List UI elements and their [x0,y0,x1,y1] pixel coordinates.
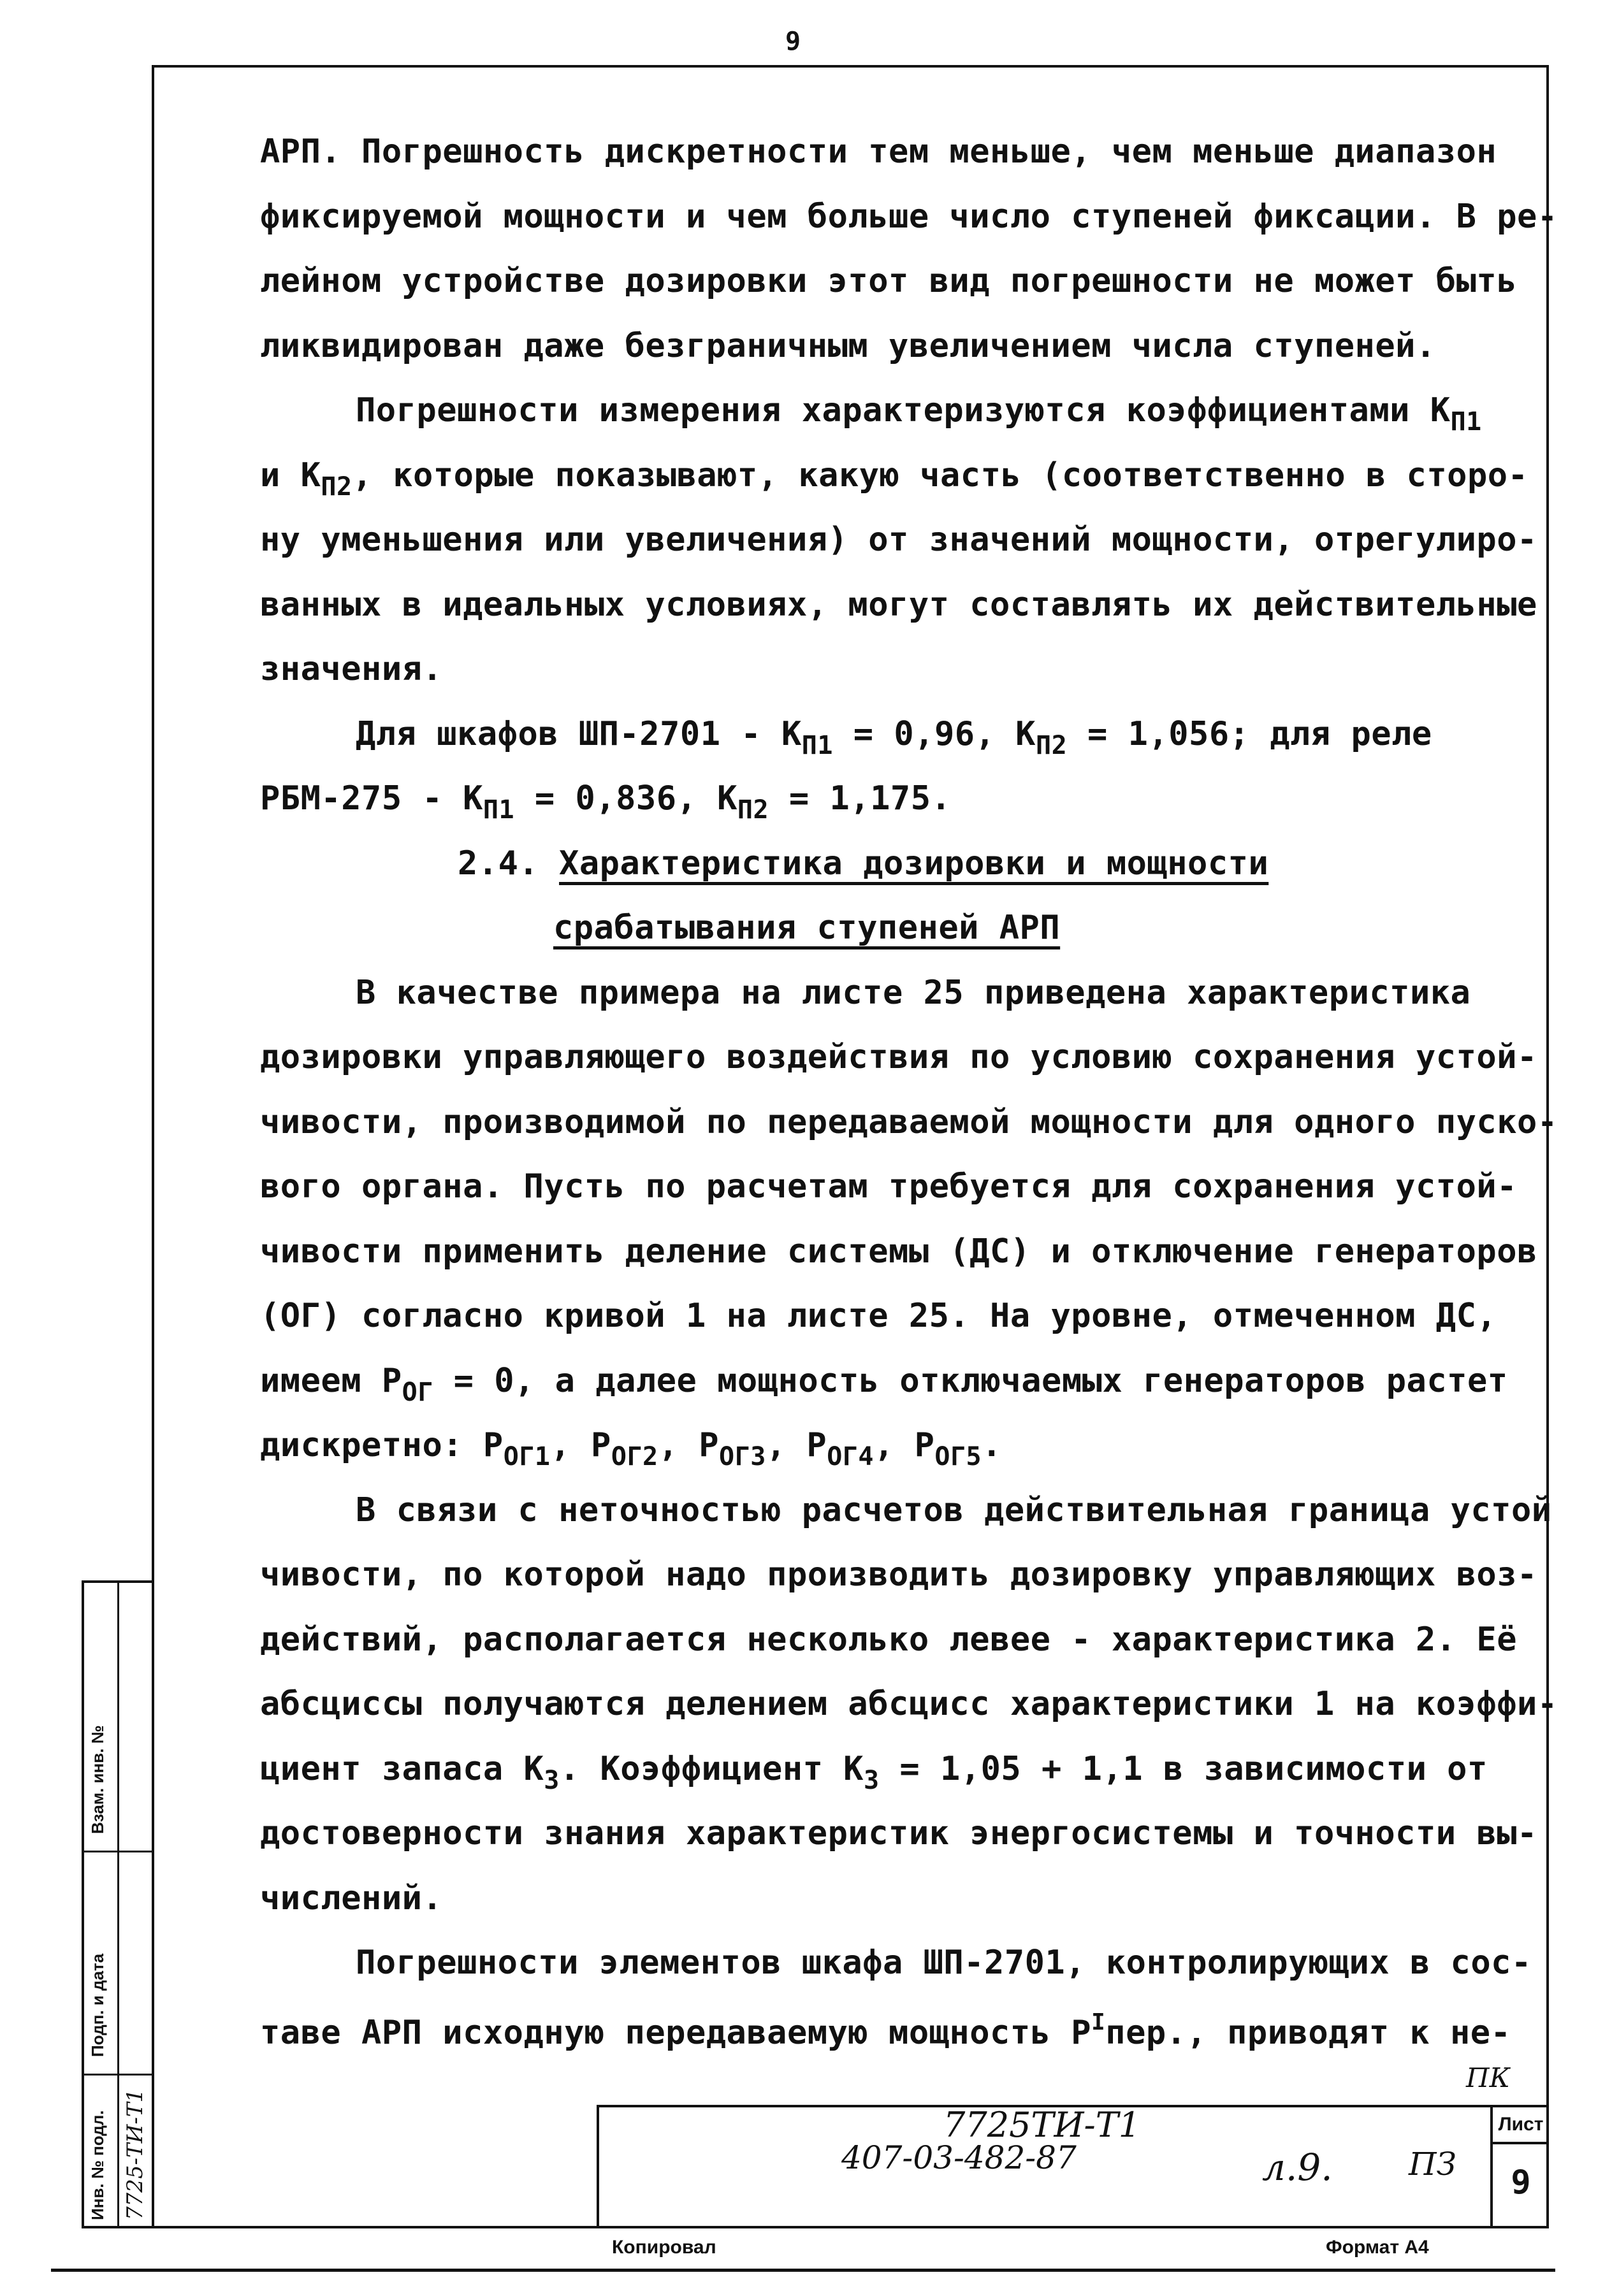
text-line [260,264,1517,298]
text-segment: (ОГ) согласно кривой 1 на листе 25. На уровне, отмеченном ДС, [260,1297,1497,1335]
text-segment: срабатывания ступеней АРП [553,909,1061,947]
text-line [260,1426,1002,1471]
stamp-label-inv-original: Инв. № подл. [88,2110,107,2220]
footer-copied: Копировал [612,2237,716,2258]
text-segment: = 1,05 + 1,1 в зависимости от [879,1749,1488,1788]
doc-number: 407-03-482-87 [841,2139,1077,2176]
subscript: ОГ4 [827,1442,874,1471]
text-segment: Погрешности элементов шкафа ШП-2701, контролирующих в сос- [356,1944,1532,1982]
sheet-number: 9 [1511,2163,1531,2202]
text-segment: Для шкафов ШП-2701 - К [356,714,802,753]
subscript: П1 [801,730,833,760]
text-line [260,1687,1558,1721]
stamp-inv-number: 7725-ТИ-Т1 [122,2088,148,2220]
text-line [356,973,1471,1012]
text-line [260,1620,1518,1659]
text-segment: Характеристика дозировки и мощности [559,844,1269,883]
text-line [260,133,1497,171]
sheet-label: Лист [1493,2107,1549,2144]
text-line [260,585,1537,624]
text-segment: , Р [658,1426,720,1464]
text-line [356,1944,1532,1982]
text-segment: действий, располагается несколько левее - характеристика 2. Её [260,1620,1518,1659]
text-line [260,456,1528,502]
text-segment: РБМ-275 - К [260,779,483,818]
text-segment: , Р [766,1426,827,1464]
text-segment: таве АРП исходную передаваемую мощность Р [260,2013,1092,2052]
subscript: П2 [321,472,352,502]
text-segment: , Р [550,1426,611,1464]
section-code: ПЗ [1409,2146,1456,2183]
text-line [260,1361,1508,1407]
text-segment: фиксируемой мощности и чем больше число ступеней фиксации. В ре- [260,197,1558,236]
subscript: ОГ1 [503,1442,551,1471]
text-segment: . [982,1426,1002,1464]
text-line [260,1297,1497,1335]
subscript: ОГ5 [934,1442,982,1471]
text-segment: 2.4. [458,844,560,883]
text-segment: дозировки управляющего воздействия по условию сохранения устой- [260,1038,1537,1076]
text-line [260,1232,1537,1271]
text-segment: В связи с неточностью расчетов действительная граница устой [356,1491,1552,1529]
text-segment: пер., приводят к не- [1105,2013,1511,2052]
text-segment: числений. [260,1879,443,1917]
text-line [260,1167,1518,1206]
text-segment: лейном устройстве дозировки этот вид погрешности не может быть [260,262,1518,300]
section-heading-line [458,844,1269,883]
text-segment: циент запаса К [260,1749,544,1788]
subscript: ОГ [402,1377,433,1407]
text-segment: чивости, по которой надо производить дозировку управляющих воз- [260,1556,1537,1594]
text-line [260,1556,1537,1594]
text-segment: абсциссы получаются делением абсцисс характеристики 1 на коэффи- [260,1685,1558,1723]
bottom-rule [51,2269,1555,2272]
text-line [356,1491,1552,1529]
text-line [260,1814,1537,1852]
subscript: З [864,1765,880,1795]
top-page-number: 9 [785,27,801,56]
text-segment: ну уменьшения или увеличения) от значений мощности, отрегулиро- [260,521,1537,559]
left-margin-stamp [82,1580,152,2228]
text-segment: = 0,836, К [514,779,737,818]
text-segment: = 1,175. [769,779,952,818]
text-segment: дискретно: Р [260,1426,504,1464]
title-block [597,2105,1549,2228]
text-line [356,714,1432,760]
stamp-label-replaced-inv: Взам. инв. № [88,1725,107,1834]
text-line [260,1102,1558,1141]
corner-note: ПК [1466,2062,1511,2093]
text-segment: = 0, а далее мощность отключаемых генераторов растет [433,1361,1508,1400]
footer-format: Формат А4 [1326,2237,1429,2258]
text-line [260,1879,443,1917]
text-segment: ванных в идеальных условиях, могут составлять их действительные [260,585,1537,624]
stamp-label-sign-date: Подп. и дата [88,1953,107,2057]
subscript: П2 [1036,730,1068,760]
text-segment: достоверности знания характеристик энергосистемы и точности вы- [260,1814,1537,1852]
text-line [260,1038,1537,1076]
text-segment: чивости применить деление системы (ДС) и отключение генераторов [260,1232,1537,1271]
text-segment: = 0,96, К [832,714,1036,753]
text-segment: вого органа. Пусть по расчетам требуется для сохранения устой- [260,1167,1518,1206]
subscript: ОГ2 [611,1442,658,1471]
text-line [260,2009,1511,2052]
handwritten-code: 7725ТИ-Т1 [943,2105,1141,2145]
superscript: I [1091,2009,1106,2035]
subscript: П1 [483,795,515,825]
text-segment: , Р [873,1426,935,1464]
text-segment: и К [260,456,321,495]
text-line [260,521,1537,559]
text-line [260,326,1436,365]
text-segment: , которые показывают, какую часть (соответственно в сторо- [352,456,1528,495]
text-segment: имеем Р [260,1361,402,1400]
text-segment: ликвидирован даже безграничным увеличением числа ступеней. [260,326,1436,365]
text-segment: значения. [260,650,443,688]
subscript: П1 [1450,407,1482,437]
text-line [260,1749,1488,1795]
text-line [260,779,952,825]
subscript: ОГ3 [719,1442,766,1471]
subscript: З [544,1765,560,1795]
section-heading-line [553,909,1061,947]
text-line [356,391,1482,437]
text-segment: АРП. Погрешность дискретности тем меньше, чем меньше диапазон [260,133,1497,171]
text-segment: В качестве примера на листе 25 приведена характеристика [356,973,1471,1012]
text-line [260,650,443,688]
sheet-cell [1490,2107,1549,2228]
text-line [260,197,1558,236]
text-segment: чивости, производимой по передаваемой мощности для одного пуско- [260,1102,1558,1141]
text-segment: Погрешности измерения характеризуются коэффициентами К [356,391,1451,430]
subscript: П2 [737,795,769,825]
text-segment: = 1,056; для реле [1067,714,1432,753]
text-segment: . Коэффициент К [559,1749,864,1788]
sheet-mark: л.9. [1262,2146,1333,2189]
